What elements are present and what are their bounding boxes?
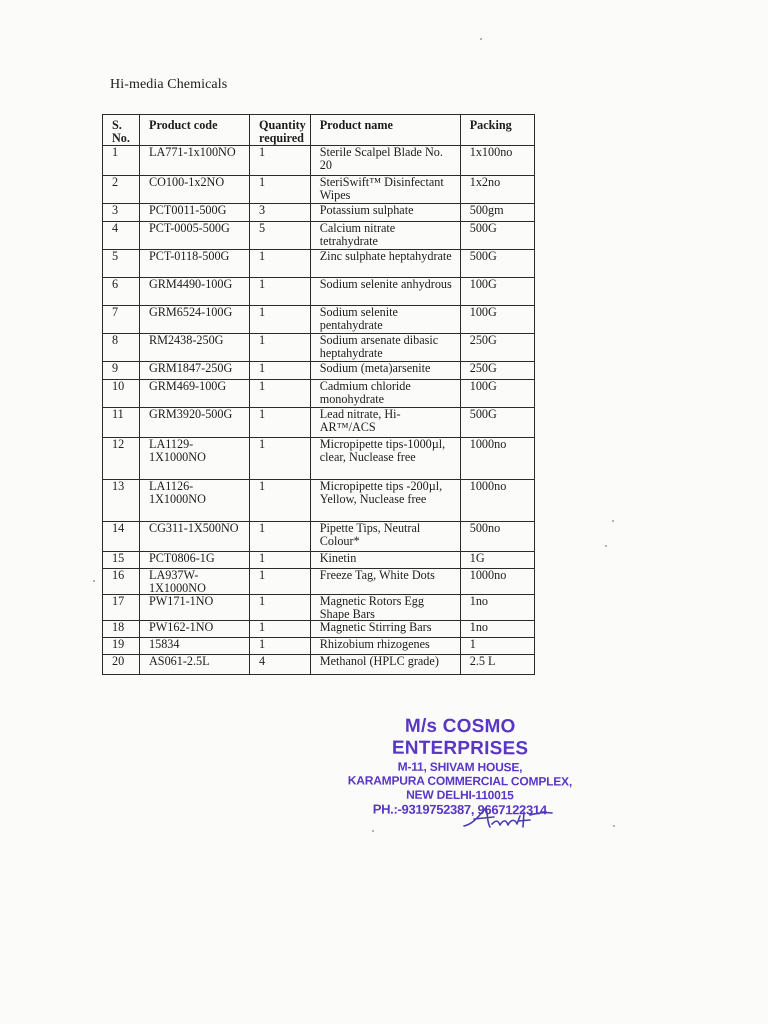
cell-product-code: AS061-2.5L (140, 655, 250, 675)
cell-product-code: GRM3920-500G (140, 408, 250, 438)
cell-quantity: 1 (250, 438, 311, 480)
signature (460, 800, 560, 834)
header-sno: S. No. (103, 115, 140, 146)
cell-quantity: 1 (250, 146, 311, 176)
table-row (103, 222, 535, 250)
cell-packing: 250G (460, 334, 534, 362)
products-table (102, 114, 535, 675)
stamp-company-name: M/s COSMO ENTERPRISES (391, 715, 529, 760)
cell-product-code: LA1129-1X1000NO (140, 438, 250, 480)
header-packing: Packing (460, 115, 534, 146)
cell-product-code: GRM4490-100G (140, 278, 250, 306)
table-row (103, 522, 535, 552)
cell-product-name: SteriSwift™ Disinfectant Wipes (310, 176, 460, 204)
table-row (103, 380, 535, 408)
cell-packing: 500G (460, 408, 534, 438)
table-row (103, 362, 535, 380)
table-row (103, 480, 535, 522)
cell-sno: 18 (103, 621, 140, 638)
cell-packing: 1no (460, 621, 534, 638)
cell-product-code: GRM1847-250G (140, 362, 250, 380)
cell-product-code: CG311-1X500NO (140, 522, 250, 552)
cell-quantity: 1 (250, 595, 311, 621)
cell-packing: 1000no (460, 569, 534, 595)
cell-sno: 1 (103, 146, 140, 176)
cell-packing: 250G (460, 362, 534, 380)
cell-product-name: Potassium sulphate (310, 204, 460, 222)
cell-product-name: Sodium selenite anhydrous (310, 278, 460, 306)
scan-speck (93, 580, 95, 582)
cell-product-code: GRM6524-100G (140, 306, 250, 334)
stamp-phone: PH.:-9319752387, 9667122314 (372, 801, 547, 818)
cell-product-name: Cadmium chloride monohydrate (310, 380, 460, 408)
cell-quantity: 3 (250, 204, 311, 222)
cell-packing: 500G (460, 250, 534, 278)
stamp-address-line-3: NEW DELHI-110015 (406, 787, 514, 803)
table-row (103, 569, 535, 595)
header-product-name: Product name (310, 115, 460, 146)
scan-speck (372, 830, 374, 832)
cell-product-name: Rhizobium rhizogenes (310, 638, 460, 655)
cell-quantity: 1 (250, 480, 311, 522)
cell-product-name: Calcium nitrate tetrahydrate (310, 222, 460, 250)
cell-sno: 20 (103, 655, 140, 675)
cell-quantity: 1 (250, 334, 311, 362)
cell-sno: 8 (103, 334, 140, 362)
cell-quantity: 1 (250, 362, 311, 380)
cell-sno: 19 (103, 638, 140, 655)
cell-product-code: PCT0806-1G (140, 552, 250, 569)
table-row (103, 204, 535, 222)
cell-quantity: 1 (250, 176, 311, 204)
cell-sno: 6 (103, 278, 140, 306)
cell-sno: 5 (103, 250, 140, 278)
cell-product-code: PCT-0118-500G (140, 250, 250, 278)
cell-packing: 1G (460, 552, 534, 569)
cell-packing: 1000no (460, 438, 534, 480)
table-row (103, 621, 535, 638)
cell-sno: 11 (103, 408, 140, 438)
table-row (103, 306, 535, 334)
cell-product-code: LA1126-1X1000NO (140, 480, 250, 522)
cell-packing: 1x2no (460, 176, 534, 204)
cell-product-name: Kinetin (310, 552, 460, 569)
cell-packing: 500G (460, 222, 534, 250)
cell-packing: 500gm (460, 204, 534, 222)
stamp-address-line-2: KARAMPURA COMMERCIAL COMPLEX, (347, 773, 573, 789)
cell-product-name: Sodium (meta)arsenite (310, 362, 460, 380)
table-row (103, 334, 535, 362)
cell-packing: 1 (460, 638, 534, 655)
header-quantity: Quantity required (250, 115, 311, 146)
cell-packing: 100G (460, 278, 534, 306)
cell-product-code: RM2438-250G (140, 334, 250, 362)
scan-speck (480, 38, 482, 40)
cell-packing: 1000no (460, 480, 534, 522)
cell-quantity: 1 (250, 552, 311, 569)
cell-product-name: Pipette Tips, Neutral Colour* (310, 522, 460, 552)
cell-product-name: Lead nitrate, Hi-AR™/ACS (310, 408, 460, 438)
cell-product-name: Micropipette tips -200µl, Yellow, Nuclease free (310, 480, 460, 522)
cell-packing: 2.5 L (460, 655, 534, 675)
table-header-row (103, 115, 535, 146)
cell-product-name: Magnetic Stirring Bars (310, 621, 460, 638)
cell-quantity: 1 (250, 380, 311, 408)
cell-packing: 100G (460, 380, 534, 408)
cell-sno: 17 (103, 595, 140, 621)
cell-sno: 2 (103, 176, 140, 204)
cell-quantity: 1 (250, 408, 311, 438)
scan-speck (605, 545, 607, 547)
cell-product-code: LA771-1x100NO (140, 146, 250, 176)
table-row (103, 250, 535, 278)
cell-quantity: 1 (250, 250, 311, 278)
cell-sno: 16 (103, 569, 140, 595)
cell-quantity: 1 (250, 278, 311, 306)
cell-sno: 13 (103, 480, 140, 522)
cell-quantity: 1 (250, 306, 311, 334)
header-product-code: Product code (140, 115, 250, 146)
cell-sno: 12 (103, 438, 140, 480)
table-row (103, 176, 535, 204)
cell-quantity: 1 (250, 621, 311, 638)
cell-product-code: LA937W-1X1000NO (140, 569, 250, 595)
cell-sno: 10 (103, 380, 140, 408)
cell-packing: 1x100no (460, 146, 534, 176)
scan-speck (613, 825, 615, 827)
stamp-address-line-1: M-11, SHIVAM HOUSE, (397, 759, 523, 775)
cell-product-code: 15834 (140, 638, 250, 655)
cell-product-name: Sodium selenite pentahydrate (310, 306, 460, 334)
cell-product-code: PW162-1NO (140, 621, 250, 638)
cell-packing: 1no (460, 595, 534, 621)
cell-product-name: Sodium arsenate dibasic heptahydrate (310, 334, 460, 362)
cell-product-code: PCT-0005-500G (140, 222, 250, 250)
cell-sno: 9 (103, 362, 140, 380)
table-body (103, 146, 535, 675)
table-row (103, 408, 535, 438)
cell-product-code: CO100-1x2NO (140, 176, 250, 204)
cell-quantity: 5 (250, 222, 311, 250)
cell-sno: 4 (103, 222, 140, 250)
table-row (103, 146, 535, 176)
cell-quantity: 1 (250, 522, 311, 552)
cell-sno: 15 (103, 552, 140, 569)
cell-product-name: Methanol (HPLC grade) (310, 655, 460, 675)
cell-product-name: Sterile Scalpel Blade No. 20 (310, 146, 460, 176)
cell-product-name: Freeze Tag, White Dots (310, 569, 460, 595)
cell-product-code: GRM469-100G (140, 380, 250, 408)
cell-sno: 14 (103, 522, 140, 552)
page-title: Hi-media Chemicals (110, 77, 228, 92)
table-row (103, 278, 535, 306)
cell-quantity: 4 (250, 655, 311, 675)
table-row (103, 552, 535, 569)
cell-product-code: PCT0011-500G (140, 204, 250, 222)
cell-packing: 500no (460, 522, 534, 552)
cell-product-name: Zinc sulphate heptahydrate (310, 250, 460, 278)
cell-sno: 3 (103, 204, 140, 222)
table-row (103, 638, 535, 655)
cell-quantity: 1 (250, 569, 311, 595)
table-row (103, 438, 535, 480)
cell-product-name: Micropipette tips-1000µl, clear, Nuclease free (310, 438, 460, 480)
table-row (103, 655, 535, 675)
cell-product-name: Magnetic Rotors Egg Shape Bars (310, 595, 460, 621)
cell-product-code: PW171-1NO (140, 595, 250, 621)
cell-sno: 7 (103, 306, 140, 334)
table-row (103, 595, 535, 621)
cell-packing: 100G (460, 306, 534, 334)
cell-quantity: 1 (250, 638, 311, 655)
scan-speck (612, 520, 614, 522)
